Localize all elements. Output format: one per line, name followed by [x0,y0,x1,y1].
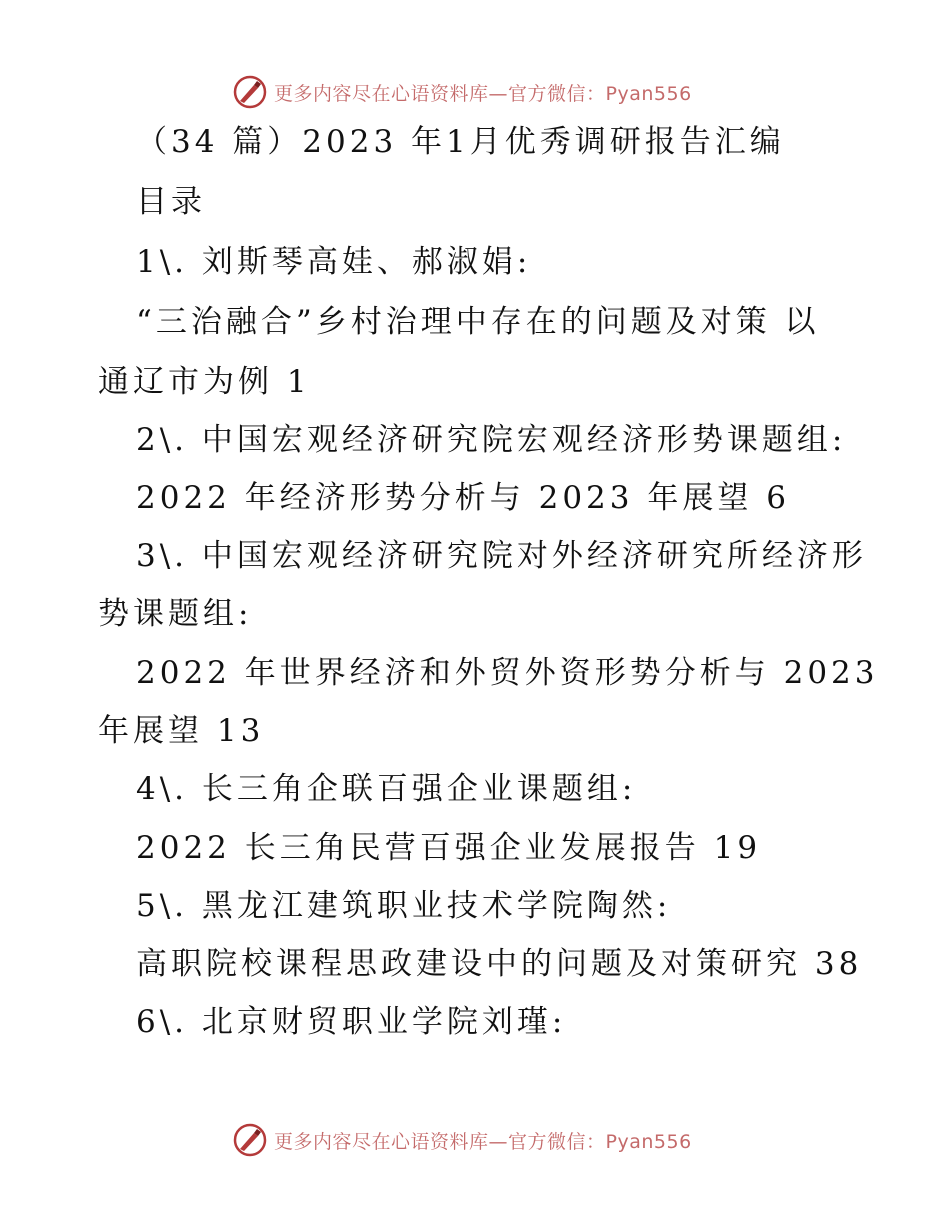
toc-entry-3-author-cont: 势课题组: [98,596,253,632]
toc-entry-4-title: 2022 长三角民营百强企业发展报告 19 [136,830,762,866]
toc-entry-3-author: 3\. 中国宏观经济研究院对外经济研究所经济形 [136,538,867,574]
toc-entry-1-author: 1\. 刘斯琴高娃、郝淑娟: [136,244,532,280]
toc-entry-1-title-cont: 通辽市为例 1 [98,364,311,400]
toc-entry-5-title: 高职院校课程思政建设中的问题及对策研究 38 [136,946,863,982]
document-title: （34 篇）2023 年1月优秀调研报告汇编 [136,124,785,160]
toc-entry-6-author: 6\. 北京财贸职业学院刘瑾: [136,1004,567,1040]
watermark-header [232,72,692,112]
watermark-footer [232,1120,692,1160]
watermark-text: 更多内容尽在心语资料库—官方微信：Pyan556 [274,1130,692,1153]
toc-entry-2-title: 2022 年经济形势分析与 2023 年展望 6 [136,480,790,516]
toc-entry-4-author: 4\. 长三角企联百强企业课题组: [136,771,637,807]
toc-entry-3-title-cont: 年展望 13 [98,713,265,749]
pen-logo-icon [232,1122,268,1158]
toc-heading: 目录 [136,184,206,220]
pen-logo-icon [232,74,268,110]
toc-entry-3-title: 2022 年世界经济和外贸外资形势分析与 2023 [136,655,879,691]
toc-entry-1-title: “三治融合”乡村治理中存在的问题及对策 以 [136,304,820,340]
watermark-text: 更多内容尽在心语资料库—官方微信：Pyan556 [274,82,692,105]
toc-entry-2-author: 2\. 中国宏观经济研究院宏观经济形势课题组: [136,422,847,458]
toc-entry-5-author: 5\. 黑龙江建筑职业技术学院陶然: [136,888,672,924]
